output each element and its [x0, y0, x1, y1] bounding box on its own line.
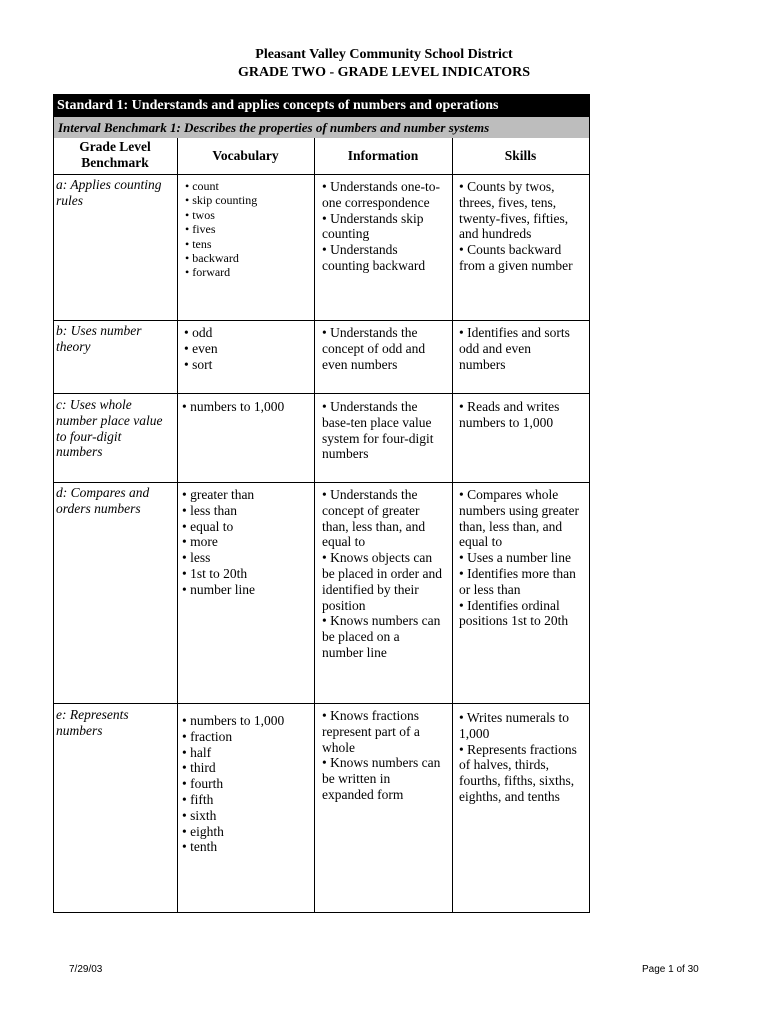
cell-line: eighths, and tenths [459, 788, 560, 804]
cell-line: e: Represents [56, 707, 129, 722]
column-header-line: Grade Level [79, 139, 151, 154]
cell-line: • less [182, 550, 211, 566]
skills-cell [459, 399, 559, 431]
cell-line: 1,000 [459, 725, 490, 741]
cell-line: identified by their [322, 581, 419, 597]
cell-line: • odd [184, 325, 213, 340]
cell-line: • less than [182, 502, 237, 518]
cell-line: • more [182, 534, 218, 550]
cell-line: • greater than [182, 487, 255, 502]
vocabulary-cell [185, 179, 257, 280]
cell-line: from a given number [459, 257, 573, 273]
cell-line: • eighth [182, 823, 224, 839]
cell-line: threes, fives, tens, [459, 194, 557, 210]
information-cell [322, 179, 440, 274]
table-border-bottom [53, 912, 590, 913]
cell-line: represent part of a [322, 723, 420, 739]
cell-line: base-ten place value [322, 414, 432, 430]
column-divider [314, 138, 315, 913]
cell-line: • backward [185, 251, 239, 266]
cell-line: d: Compares and [56, 485, 150, 500]
cell-line: than, less than, and [459, 518, 563, 534]
cell-line: • 1st to 20th [182, 565, 248, 581]
cell-line: • sixth [182, 807, 217, 823]
cell-line: • Writes numerals to [459, 710, 570, 725]
cell-line: equal to [459, 534, 503, 550]
cell-line: • Represents fractions [459, 741, 577, 757]
row-divider [53, 393, 590, 394]
vocabulary-cell [184, 325, 218, 372]
benchmark-cell [56, 485, 149, 517]
benchmark-cell [56, 707, 129, 739]
column-header-line: Benchmark [81, 155, 149, 170]
cell-line: theory [56, 338, 91, 354]
cell-line: of halves, thirds, [459, 757, 549, 773]
row-divider [53, 320, 590, 321]
cell-line: twenty-fives, fifties, [459, 210, 569, 226]
benchmark-heading: Interval Benchmark 1: Describes the properties of numbers and number systems [53, 117, 590, 138]
indicator-table [53, 138, 590, 913]
vocabulary-cell [182, 399, 284, 415]
cell-line: numbers [56, 444, 103, 460]
cell-line: • Reads and writes [459, 399, 560, 414]
cell-line: be written in [322, 771, 391, 787]
cell-line: • skip counting [185, 193, 258, 208]
skills-cell [459, 487, 579, 629]
vocabulary-cell [182, 487, 255, 598]
cell-line: • fraction [182, 728, 233, 744]
cell-line: to four-digit [56, 428, 122, 444]
benchmark-cell [56, 177, 162, 209]
cell-line: concept of odd and [322, 340, 426, 356]
cell-line: • tens [185, 236, 212, 251]
cell-line: than, less than, and [322, 518, 426, 534]
row-divider [53, 174, 590, 175]
cell-line: or less than [459, 581, 521, 597]
vocabulary-cell [182, 713, 284, 855]
cell-line: • Identifies and sorts [459, 325, 570, 340]
information-cell [322, 708, 440, 803]
cell-line: rules [56, 192, 83, 208]
cell-line: orders numbers [56, 500, 141, 516]
footer-page-number: Page 1 of 30 [642, 964, 699, 975]
cell-line: concept of greater [322, 502, 420, 518]
cell-line: • half [182, 744, 212, 760]
cell-line: • Counts by twos, [459, 179, 555, 194]
cell-line: numbers using greater [459, 502, 579, 518]
cell-line: position [322, 597, 366, 613]
cell-line: odd and even [459, 340, 531, 356]
cell-line: one correspondence [322, 194, 430, 210]
cell-line: be placed in order and [322, 565, 442, 581]
footer-date: 7/29/03 [69, 964, 103, 975]
information-cell [322, 325, 425, 372]
table-border-left [53, 138, 54, 913]
benchmark-cell [56, 323, 142, 355]
cell-line: fourths, fifths, sixths, [459, 773, 575, 789]
column-divider [452, 138, 453, 913]
cell-line: • Understands [322, 242, 398, 258]
document-title: GRADE TWO - GRADE LEVEL INDICATORS [237, 65, 531, 80]
cell-line: • Understands skip [322, 210, 424, 226]
standard-heading: Standard 1: Understands and applies concepts of numbers and operations [53, 94, 590, 117]
row-divider [53, 703, 590, 704]
cell-line: • Understands the [322, 399, 418, 414]
cell-line: • third [182, 760, 216, 776]
cell-line: • count [185, 179, 219, 193]
cell-line: a: Applies counting [56, 177, 162, 192]
district-name: Pleasant Valley Community School District [255, 47, 513, 62]
information-cell [322, 399, 433, 462]
cell-line: • Knows fractions [322, 708, 419, 723]
cell-line: • fives [185, 222, 216, 237]
cell-line: • even [184, 340, 218, 356]
cell-line: • numbers to 1,000 [182, 399, 285, 414]
cell-line: • numbers to 1,000 [182, 713, 285, 728]
cell-line: system for four-digit [322, 430, 434, 446]
cell-line: numbers to 1,000 [459, 414, 554, 430]
cell-line: and hundreds [459, 226, 532, 242]
cell-line: • Compares whole [459, 487, 559, 502]
cell-line: • Identifies ordinal [459, 597, 560, 613]
cell-line: number line [322, 644, 387, 660]
cell-line: b: Uses number [56, 323, 142, 338]
cell-line: counting [322, 226, 370, 242]
cell-line: even numbers [322, 356, 398, 372]
cell-line: • tenth [182, 839, 218, 855]
skills-cell [459, 179, 573, 274]
benchmark-cell [56, 397, 162, 460]
cell-line: expanded form [322, 786, 404, 802]
cell-line: • Understands the [322, 487, 418, 502]
cell-line: equal to [322, 534, 366, 550]
information-cell [322, 487, 442, 661]
skills-cell [459, 325, 570, 372]
column-header-vocabulary: Vocabulary [212, 148, 279, 163]
skills-cell [459, 710, 577, 805]
cell-line: number place value [56, 412, 163, 428]
row-divider [53, 482, 590, 483]
column-header-skills: Skills [504, 148, 537, 163]
cell-line: numbers [322, 446, 369, 462]
cell-line: • Identifies more than [459, 565, 576, 581]
cell-line: • Counts backward [459, 242, 562, 258]
cell-line: • Knows numbers can [322, 755, 441, 771]
cell-line: • number line [182, 581, 255, 597]
cell-line: c: Uses whole [56, 397, 132, 412]
cell-line: • Understands the [322, 325, 418, 340]
column-divider [177, 138, 178, 913]
cell-line: • fourth [182, 776, 224, 792]
column-header-information: Information [347, 148, 419, 163]
cell-line: • Knows numbers can [322, 613, 441, 629]
cell-line: positions 1st to 20th [459, 613, 569, 629]
cell-line: • Knows objects can [322, 550, 433, 566]
cell-line: • Understands one-to- [322, 179, 440, 194]
cell-line: • Uses a number line [459, 550, 571, 566]
cell-line: numbers [56, 722, 103, 738]
table-border-right [589, 138, 590, 913]
cell-line: whole [322, 739, 355, 755]
cell-line: • sort [184, 356, 213, 372]
cell-line: numbers [459, 356, 506, 372]
cell-line: be placed on a [322, 629, 400, 645]
cell-line: • twos [185, 207, 215, 222]
cell-line: • forward [185, 265, 231, 280]
cell-line: • equal to [182, 518, 234, 534]
cell-line: counting backward [322, 257, 426, 273]
column-header-benchmark [53, 139, 177, 171]
cell-line: • fifth [182, 791, 214, 807]
